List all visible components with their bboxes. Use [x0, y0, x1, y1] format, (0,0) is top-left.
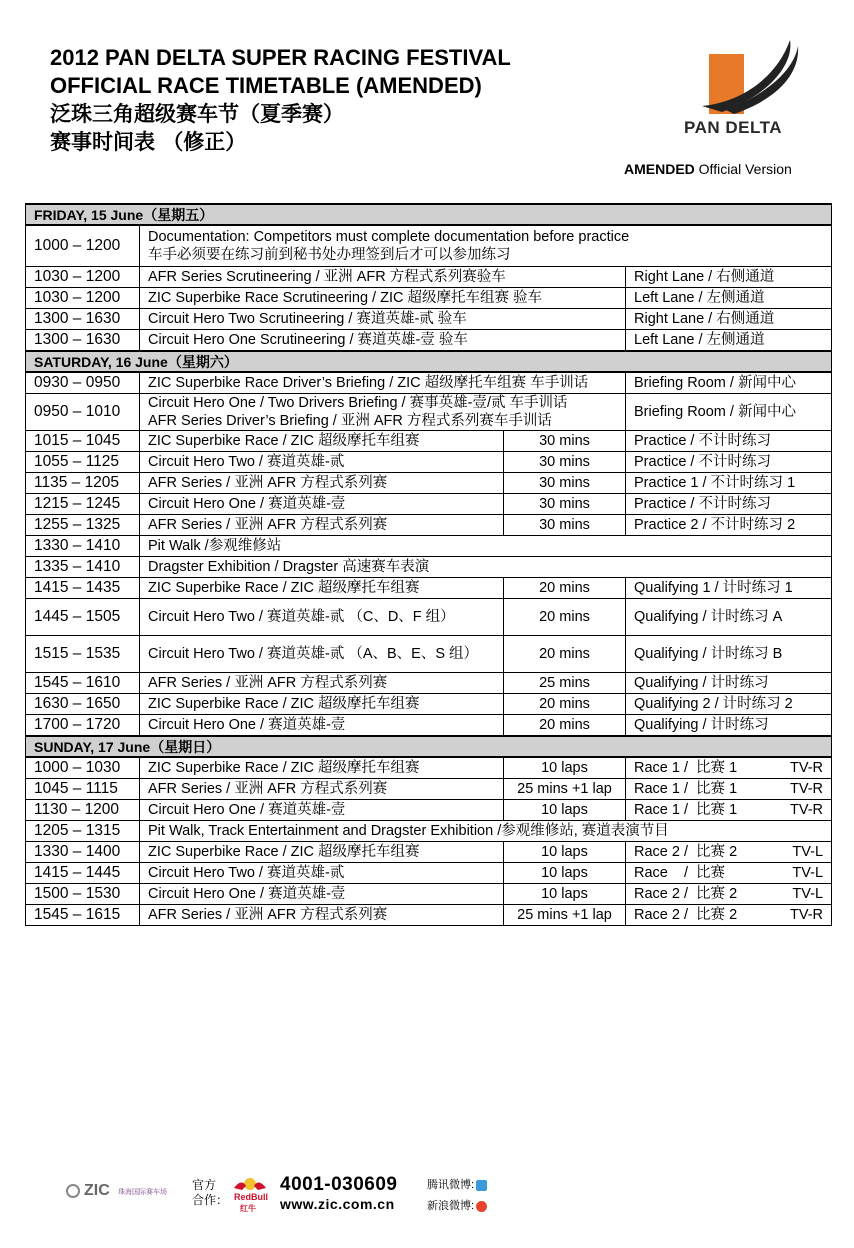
version-bold: AMENDED [624, 161, 695, 177]
event-cell: Pit Walk, Track Entertainment and Dragster Exhibition /参观维修站, 赛道表演节目 [140, 821, 832, 842]
duration-cell: 20 mins [504, 578, 626, 599]
logo-text: PAN DELTA [684, 118, 782, 137]
duration-cell: 20 mins [504, 599, 626, 636]
time-cell: 1500 – 1530 [26, 884, 140, 905]
event-cell: ZIC Superbike Race / ZIC 超级摩托车组赛 [140, 757, 504, 779]
partner-line-1: 官方 [192, 1178, 217, 1192]
sina-weibo-label: 新浪微博: [427, 1200, 475, 1212]
event-cell: AFR Series / 亚洲 AFR 方程式系列赛 [140, 515, 504, 536]
table-row [26, 515, 832, 536]
duration-cell: 25 mins +1 lap [504, 905, 626, 926]
session-cell: Qualifying / 计时练习 B [626, 636, 832, 673]
table-row [26, 863, 832, 884]
session-cell: Practice 1 / 不计时练习 1 [626, 473, 832, 494]
event-cell: Circuit Hero One / 赛道英雄-壹 [140, 800, 504, 821]
table-row [26, 599, 832, 636]
event-cell: Circuit Hero Two Scrutineering / 赛道英雄-贰 验车 [140, 309, 626, 330]
event-cell: ZIC Superbike Race / ZIC 超级摩托车组赛 [140, 694, 504, 715]
session-cell: Qualifying 2 / 计时练习 2 [626, 694, 832, 715]
time-cell: 1000 – 1200 [26, 225, 140, 267]
table-row [26, 905, 832, 926]
session-cell: Qualifying 1 / 计时练习 1 [626, 578, 832, 599]
time-cell: 0930 – 0950 [26, 372, 140, 394]
time-cell: 0950 – 1010 [26, 394, 140, 431]
official-partner-label [192, 1178, 228, 1208]
event-cell: Circuit Hero One / 赛道英雄-壹 [140, 715, 504, 737]
day-label: FRIDAY, 15 June（星期五） [26, 204, 832, 225]
event-line-1: Documentation: Competitors must complete documentation before practice [148, 229, 630, 245]
event-cell: Circuit Hero One Scrutineering / 赛道英雄-壹 验车 [140, 330, 626, 352]
table-row [26, 694, 832, 715]
table-row [26, 309, 832, 330]
partner-line-2: 合作： [192, 1193, 229, 1207]
time-cell: 1545 – 1610 [26, 673, 140, 694]
event-cell: Circuit Hero Two / 赛道英雄-贰 [140, 452, 504, 473]
race-label: Race 1 / 比赛 1 [634, 781, 738, 797]
table-row [26, 372, 832, 394]
event-cell [140, 372, 626, 394]
time-cell: 1330 – 1400 [26, 842, 140, 863]
tv-channel: TV-R [789, 802, 824, 818]
time-cell: 1335 – 1410 [26, 557, 140, 578]
session-cell: Practice 2 / 不计时练习 2 [626, 515, 832, 536]
table-row [26, 536, 832, 557]
time-cell: 1300 – 1630 [26, 309, 140, 330]
time-cell: 1445 – 1505 [26, 599, 140, 636]
event-line-1: ZIC Superbike Race Driver’s Briefing / ZIC 超级摩托车组赛 车手训话 [148, 375, 589, 391]
location-cell: Right Lane / 右侧通道 [626, 309, 832, 330]
table-row [26, 800, 832, 821]
redbull-bull-left [234, 1183, 246, 1191]
time-cell: 1255 – 1325 [26, 515, 140, 536]
event-cell: AFR Series / 亚洲 AFR 方程式系列赛 [140, 779, 504, 800]
event-cell [140, 394, 626, 431]
table-row [26, 431, 832, 452]
time-cell: 1000 – 1030 [26, 757, 140, 779]
tv-channel: TV-L [792, 865, 824, 881]
location-cell: Left Lane / 左侧通道 [626, 288, 832, 309]
table-row [26, 884, 832, 905]
table-row [26, 842, 832, 863]
race-label: Race 1 / 比赛 1 [634, 802, 738, 818]
tencent-weibo-label: 腾讯微博: [427, 1179, 475, 1191]
zic-logo-text: ZIC [84, 1182, 110, 1199]
location-cell: Right Lane / 右侧通道 [626, 267, 832, 288]
table-row [26, 330, 832, 352]
document-header [50, 44, 511, 156]
time-cell: 1135 – 1205 [26, 473, 140, 494]
event-cell: Circuit Hero One / 赛道英雄-壹 [140, 494, 504, 515]
event-line-1: Circuit Hero One / Two Drivers Briefing / 赛事英雄-壹/贰 车手训话 [148, 395, 568, 411]
time-cell: 1515 – 1535 [26, 636, 140, 673]
time-cell: 1205 – 1315 [26, 821, 140, 842]
session-cell: Practice / 不计时练习 [626, 452, 832, 473]
version-label [624, 161, 792, 177]
day-label: SATURDAY, 16 June（星期六） [26, 351, 832, 372]
time-cell: 1045 – 1115 [26, 779, 140, 800]
title-line-1: 2012 PAN DELTA SUPER RACING FESTIVAL [50, 45, 511, 70]
duration-cell: 10 laps [504, 863, 626, 884]
version-rest: Official Version [694, 161, 792, 177]
event-cell: Circuit Hero Two / 赛道英雄-贰 （C、D、F 组） [140, 599, 504, 636]
duration-cell: 30 mins [504, 515, 626, 536]
duration-cell: 20 mins [504, 636, 626, 673]
session-cell [626, 779, 832, 800]
time-cell: 1055 – 1125 [26, 452, 140, 473]
session-cell [626, 842, 832, 863]
location-cell: Left Lane / 左侧通道 [626, 330, 832, 352]
redbull-bull-right [254, 1183, 266, 1191]
table-row [26, 578, 832, 599]
table-row [26, 557, 832, 578]
title-cn-2: 赛事时间表 （修正） [50, 130, 247, 154]
table-row [26, 779, 832, 800]
duration-cell: 30 mins [504, 473, 626, 494]
location-cell: Briefing Room / 新闻中心 [626, 394, 832, 431]
event-line-2: 车手必须要在练习前到秘书处办理签到后才可以参加练习 [148, 247, 511, 263]
table-row [26, 225, 832, 267]
redbull-cn-text: 红牛 [240, 1204, 256, 1213]
session-cell [626, 757, 832, 779]
table-row [26, 452, 832, 473]
event-cell: Pit Walk /参观维修站 [140, 536, 832, 557]
event-cell: ZIC Superbike Race Scrutineering / ZIC 超级摩托车组赛 验车 [140, 288, 626, 309]
sina-weibo[interactable] [427, 1197, 487, 1213]
time-cell: 1545 – 1615 [26, 905, 140, 926]
session-cell [626, 884, 832, 905]
zic-logo-subtext: 珠海国际赛车场 [118, 1189, 167, 1196]
event-cell: Circuit Hero Two / 赛道英雄-贰 （A、B、E、S 组） [140, 636, 504, 673]
event-cell: Circuit Hero Two / 赛道英雄-贰 [140, 863, 504, 884]
tv-channel: TV-R [789, 760, 824, 776]
session-cell [626, 905, 832, 926]
website-link[interactable]: www.zic.com.cn [280, 1196, 395, 1212]
hotline-number: 4001-030609 [280, 1174, 398, 1195]
table-row [26, 394, 832, 431]
duration-cell: 10 laps [504, 800, 626, 821]
table-row [26, 267, 832, 288]
session-cell: Qualifying / 计时练习 [626, 673, 832, 694]
table-row [26, 288, 832, 309]
title-cn-1: 泛珠三角超级赛车节（夏季赛） [50, 102, 344, 126]
duration-cell: 10 laps [504, 757, 626, 779]
duration-cell: 25 mins [504, 673, 626, 694]
table-row [26, 473, 832, 494]
session-cell [626, 800, 832, 821]
duration-cell: 30 mins [504, 494, 626, 515]
redbull-text: RedBull [234, 1192, 269, 1202]
table-row [26, 636, 832, 673]
tv-channel: TV-R [789, 781, 824, 797]
time-cell: 1630 – 1650 [26, 694, 140, 715]
sina-weibo-icon [476, 1201, 487, 1212]
session-cell: Qualifying / 计时练习 A [626, 599, 832, 636]
race-label: Race 2 / 比赛 2 [634, 844, 738, 860]
day-header-saturday [26, 351, 832, 372]
tv-channel: TV-L [792, 844, 824, 860]
race-label: Race 1 / 比赛 1 [634, 760, 738, 776]
event-cell: Circuit Hero One / 赛道英雄-壹 [140, 884, 504, 905]
tencent-weibo-icon [476, 1180, 487, 1191]
time-cell: 1015 – 1045 [26, 431, 140, 452]
table-row [26, 757, 832, 779]
duration-cell: 30 mins [504, 452, 626, 473]
event-cell: ZIC Superbike Race / ZIC 超级摩托车组赛 [140, 842, 504, 863]
race-label: Race / 比赛 [634, 865, 726, 881]
time-cell: 1415 – 1435 [26, 578, 140, 599]
event-cell: ZIC Superbike Race / ZIC 超级摩托车组赛 [140, 431, 504, 452]
duration-cell: 25 mins +1 lap [504, 779, 626, 800]
time-cell: 1700 – 1720 [26, 715, 140, 737]
redbull-sun [244, 1178, 256, 1190]
duration-cell: 20 mins [504, 715, 626, 737]
event-cell [140, 225, 832, 267]
table-row [26, 494, 832, 515]
event-cell: AFR Series / 亚洲 AFR 方程式系列赛 [140, 473, 504, 494]
race-timetable [25, 203, 832, 926]
event-cell: AFR Series Scrutineering / 亚洲 AFR 方程式系列赛验车 [140, 267, 626, 288]
footer [68, 1172, 508, 1222]
race-label: Race 2 / 比赛 2 [634, 886, 738, 902]
event-cell: AFR Series / 亚洲 AFR 方程式系列赛 [140, 905, 504, 926]
event-line-2: AFR Series Driver’s Briefing / 亚洲 AFR 方程式系列赛车手训话 [148, 413, 552, 429]
time-cell: 1130 – 1200 [26, 800, 140, 821]
event-cell: Dragster Exhibition / Dragster 高速赛车表演 [140, 557, 832, 578]
day-header-sunday [26, 736, 832, 757]
session-cell [626, 863, 832, 884]
duration-cell: 10 laps [504, 884, 626, 905]
event-cell: ZIC Superbike Race / ZIC 超级摩托车组赛 [140, 578, 504, 599]
event-cell: AFR Series / 亚洲 AFR 方程式系列赛 [140, 673, 504, 694]
tv-channel: TV-L [792, 886, 824, 902]
time-cell: 1030 – 1200 [26, 288, 140, 309]
time-cell: 1300 – 1630 [26, 330, 140, 352]
session-cell: Qualifying / 计时练习 [626, 715, 832, 737]
session-cell: Practice / 不计时练习 [626, 494, 832, 515]
table-row [26, 673, 832, 694]
time-cell: 1215 – 1245 [26, 494, 140, 515]
zic-circle-icon [66, 1184, 80, 1198]
day-label: SUNDAY, 17 June（星期日） [26, 736, 832, 757]
duration-cell: 10 laps [504, 842, 626, 863]
day-header-friday [26, 204, 832, 225]
tencent-weibo[interactable] [427, 1176, 487, 1192]
duration-cell: 20 mins [504, 694, 626, 715]
time-cell: 1330 – 1410 [26, 536, 140, 557]
location-cell: Briefing Room / 新闻中心 [626, 372, 832, 394]
table-row [26, 715, 832, 737]
table-row [26, 821, 832, 842]
race-label: Race 2 / 比赛 2 [634, 907, 738, 923]
title-line-2: OFFICIAL RACE TIMETABLE (AMENDED) [50, 73, 482, 98]
time-cell: 1030 – 1200 [26, 267, 140, 288]
duration-cell: 30 mins [504, 431, 626, 452]
time-cell: 1415 – 1445 [26, 863, 140, 884]
session-cell: Practice / 不计时练习 [626, 431, 832, 452]
tv-channel: TV-R [789, 907, 824, 923]
